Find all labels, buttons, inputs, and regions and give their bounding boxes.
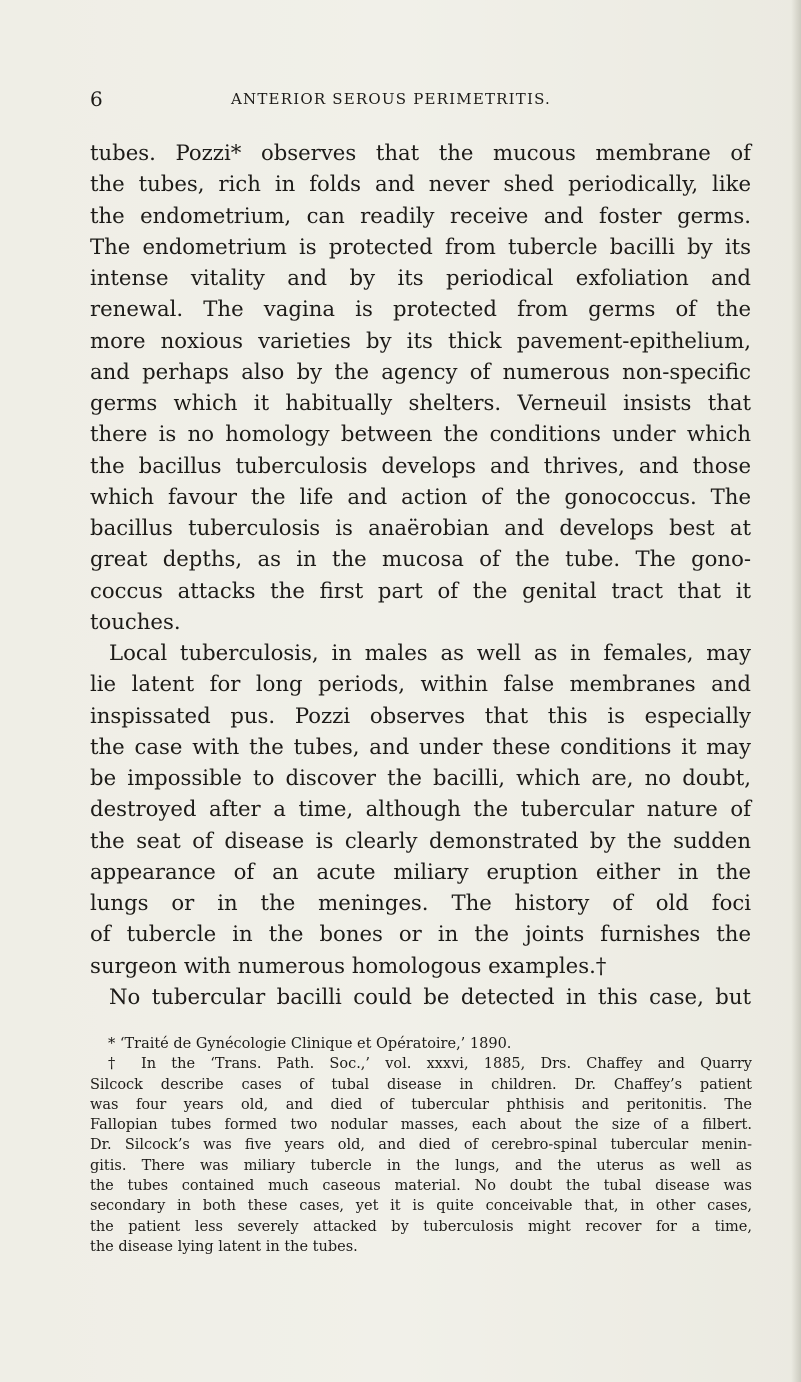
text-line: lungs or in the meninges. The history of old foci	[90, 890, 751, 915]
text-line: intense vitality and by its periodical exfoliation and	[90, 265, 751, 290]
text-line: the endometrium, can readily receive and foster germs.	[90, 202, 751, 228]
text-line: The endometrium is protected from tubercle bacilli by its	[90, 233, 751, 259]
text-line: inspissated pus. Pozzi observes that this is especially	[90, 702, 751, 728]
footnote-line: Fallopian tubes formed two nodular masses, each about the size of a filbert.	[90, 1117, 752, 1134]
page-number: 6	[90, 87, 103, 111]
body-text	[90, 137, 751, 1012]
footnote-line: was four years old, and died of tubercular phthisis and peritonitis. The	[90, 1096, 752, 1113]
footnote-line: gitis. There was miliary tubercle in the lungs, and the uterus as well as	[90, 1157, 752, 1174]
text-line: surgeon with numerous homologous examples.†	[90, 952, 607, 978]
text-line: the case with the tubes, and under these conditions it may	[90, 733, 751, 759]
footnote-line: secondary in both these cases, yet it is quite conceivable that, in other cases,	[90, 1198, 752, 1215]
text-line: Local tuberculosis, in males as well as in females, may	[109, 640, 751, 665]
text-line: great depths, as in the mucosa of the tube. The gono-	[90, 546, 751, 572]
text-line: germs which it habitually shelters. Verneuil insists that	[90, 390, 751, 415]
running-title: ANTERIOR SEROUS PERIMETRITIS.	[231, 90, 552, 108]
text-line: of tubercle in the bones or in the joints furnishes the	[90, 921, 751, 947]
text-line: No tubercular bacilli could be detected in this case, but	[109, 983, 751, 1009]
text-line: bacillus tuberculosis is anaërobian and develops best at	[90, 515, 751, 540]
text-line: touches.	[90, 608, 181, 634]
footnote-line: † In the ‘Trans. Path. Soc.,’ vol. xxxvi, 1885, Drs. Chaffey and Quarry	[108, 1056, 752, 1073]
text-line: more noxious varieties by its thick pavement-epithelium,	[90, 327, 751, 353]
text-line: which favour the life and action of the gonococcus. The	[90, 483, 751, 509]
page-header	[90, 87, 750, 111]
footnote-line: * ‘Traité de Gynécologie Clinique et Opératoire,’ 1890.	[108, 1036, 512, 1052]
footnote-line: the disease lying latent in the tubes.	[90, 1238, 358, 1255]
text-line: tubes. Pozzi* observes that the mucous membrane of	[90, 140, 751, 165]
text-line: renewal. The vagina is protected from germs of the	[90, 296, 751, 322]
text-line: and perhaps also by the agency of numerous non-specific	[90, 358, 751, 384]
text-line: be impossible to discover the bacilli, which are, no doubt,	[90, 765, 751, 790]
footnote-line: Silcock describe cases of tubal disease in children. Dr. Chaffey’s patient	[90, 1076, 752, 1093]
text-line: destroyed after a time, although the tubercular nature of	[90, 796, 751, 822]
footnote-line: the patient less severely attacked by tuberculosis might recover for a time,	[90, 1218, 752, 1235]
text-line: lie latent for long periods, within false membranes and	[90, 671, 751, 697]
text-line: there is no homology between the conditions under which	[90, 421, 751, 447]
footnote-line: Dr. Silcock’s was five years old, and died of cerebro-spinal tubercular menin-	[90, 1137, 752, 1154]
footnote-line: the tubes contained much caseous material. No doubt the tubal disease was	[90, 1178, 752, 1195]
text-line: the tubes, rich in folds and never shed periodically, like	[90, 171, 751, 197]
footnotes	[90, 1034, 752, 1257]
text-line: the seat of disease is clearly demonstrated by the sudden	[90, 827, 751, 853]
text-line: appearance of an acute miliary eruption either in the	[90, 858, 751, 884]
text-line: the bacillus tuberculosis develops and thrives, and those	[90, 452, 751, 478]
text-line: coccus attacks the first part of the genital tract that it	[90, 577, 751, 603]
page-edge-shadow	[791, 0, 801, 1382]
